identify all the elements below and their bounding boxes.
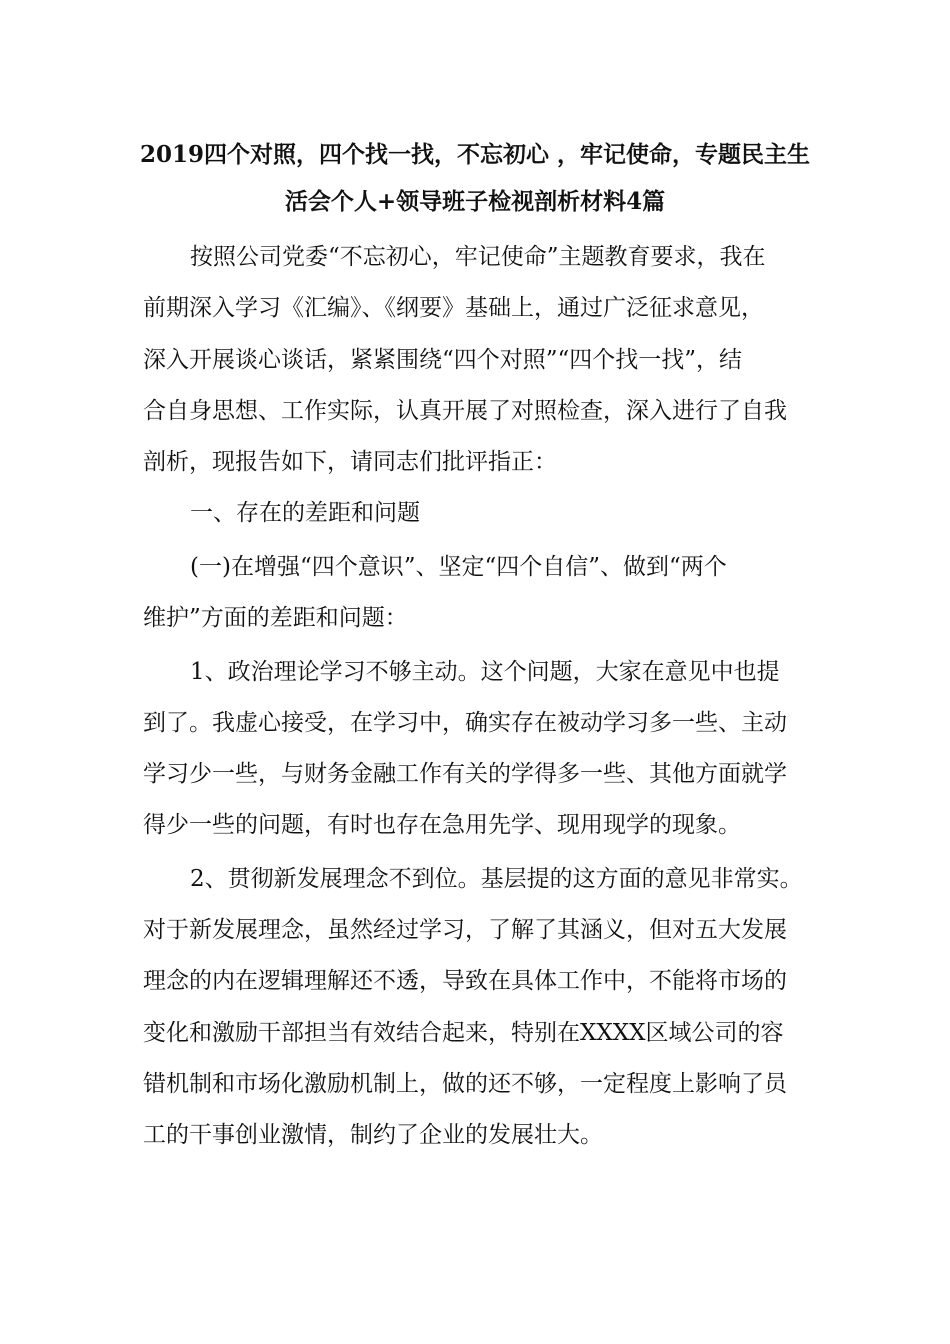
paragraph-line: 错机制和市场化激励机制上，做的还不够，一定程度上影响了员 bbox=[143, 1071, 787, 1097]
paragraph-line: 前期深入学习《汇编》、《纲要》基础上，通过广泛征求意见， bbox=[143, 295, 764, 321]
paragraph-line: 工的干事创业激情，制约了企业的发展壮大。 bbox=[143, 1122, 603, 1148]
paragraph-line: 按照公司党委“不忘初心，牢记使命”主题教育要求，我在 bbox=[190, 244, 766, 270]
paragraph-line: 对于新发展理念，虽然经过学习，了解了其涵义，但对五大发展 bbox=[143, 917, 787, 943]
document-title-line-2: 活会个人+领导班子检视剖析材料4篇 bbox=[284, 188, 666, 215]
paragraph-line: 学习少一些，与财务金融工作有关的学得多一些、其他方面就学 bbox=[143, 761, 787, 787]
paragraph-line: 1、政治理论学习不够主动。这个问题，大家在意见中也提 bbox=[190, 659, 780, 685]
paragraph-line: (一)在增强“四个意识”、坚定“四个自信”、做到“两个 bbox=[190, 554, 727, 580]
section-heading-line: 一、存在的差距和问题 bbox=[190, 500, 420, 526]
document-title-line-1: 2019四个对照，四个找一找，不忘初心 ，牢记使命，专题民主生 bbox=[140, 141, 811, 168]
paragraph-line: 维护”方面的差距和问题： bbox=[143, 605, 408, 631]
paragraph-line: 到了。我虚心接受，在学习中，确实存在被动学习多一些、主动 bbox=[143, 710, 787, 736]
paragraph-line: 理念的内在逻辑理解还不透，导致在具体工作中，不能将市场的 bbox=[143, 968, 787, 994]
paragraph-line: 深入开展谈心谈话，紧紧围绕“四个对照”“四个找一找”，结 bbox=[143, 347, 743, 373]
paragraph-line: 剖析，现报告如下，请同志们批评指正： bbox=[143, 449, 557, 475]
paragraph-line: 变化和激励干部担当有效结合起来，特别在XXXX区域公司的容 bbox=[143, 1020, 784, 1046]
paragraph-line: 得少一些的问题，有时也存在急用先学、现用现学的现象。 bbox=[143, 812, 741, 838]
paragraph-line: 2、贯彻新发展理念不到位。基层提的这方面的意见非常实。 bbox=[190, 866, 803, 892]
paragraph-line: 合自身思想、工作实际，认真开展了对照检查，深入进行了自我 bbox=[143, 398, 787, 424]
